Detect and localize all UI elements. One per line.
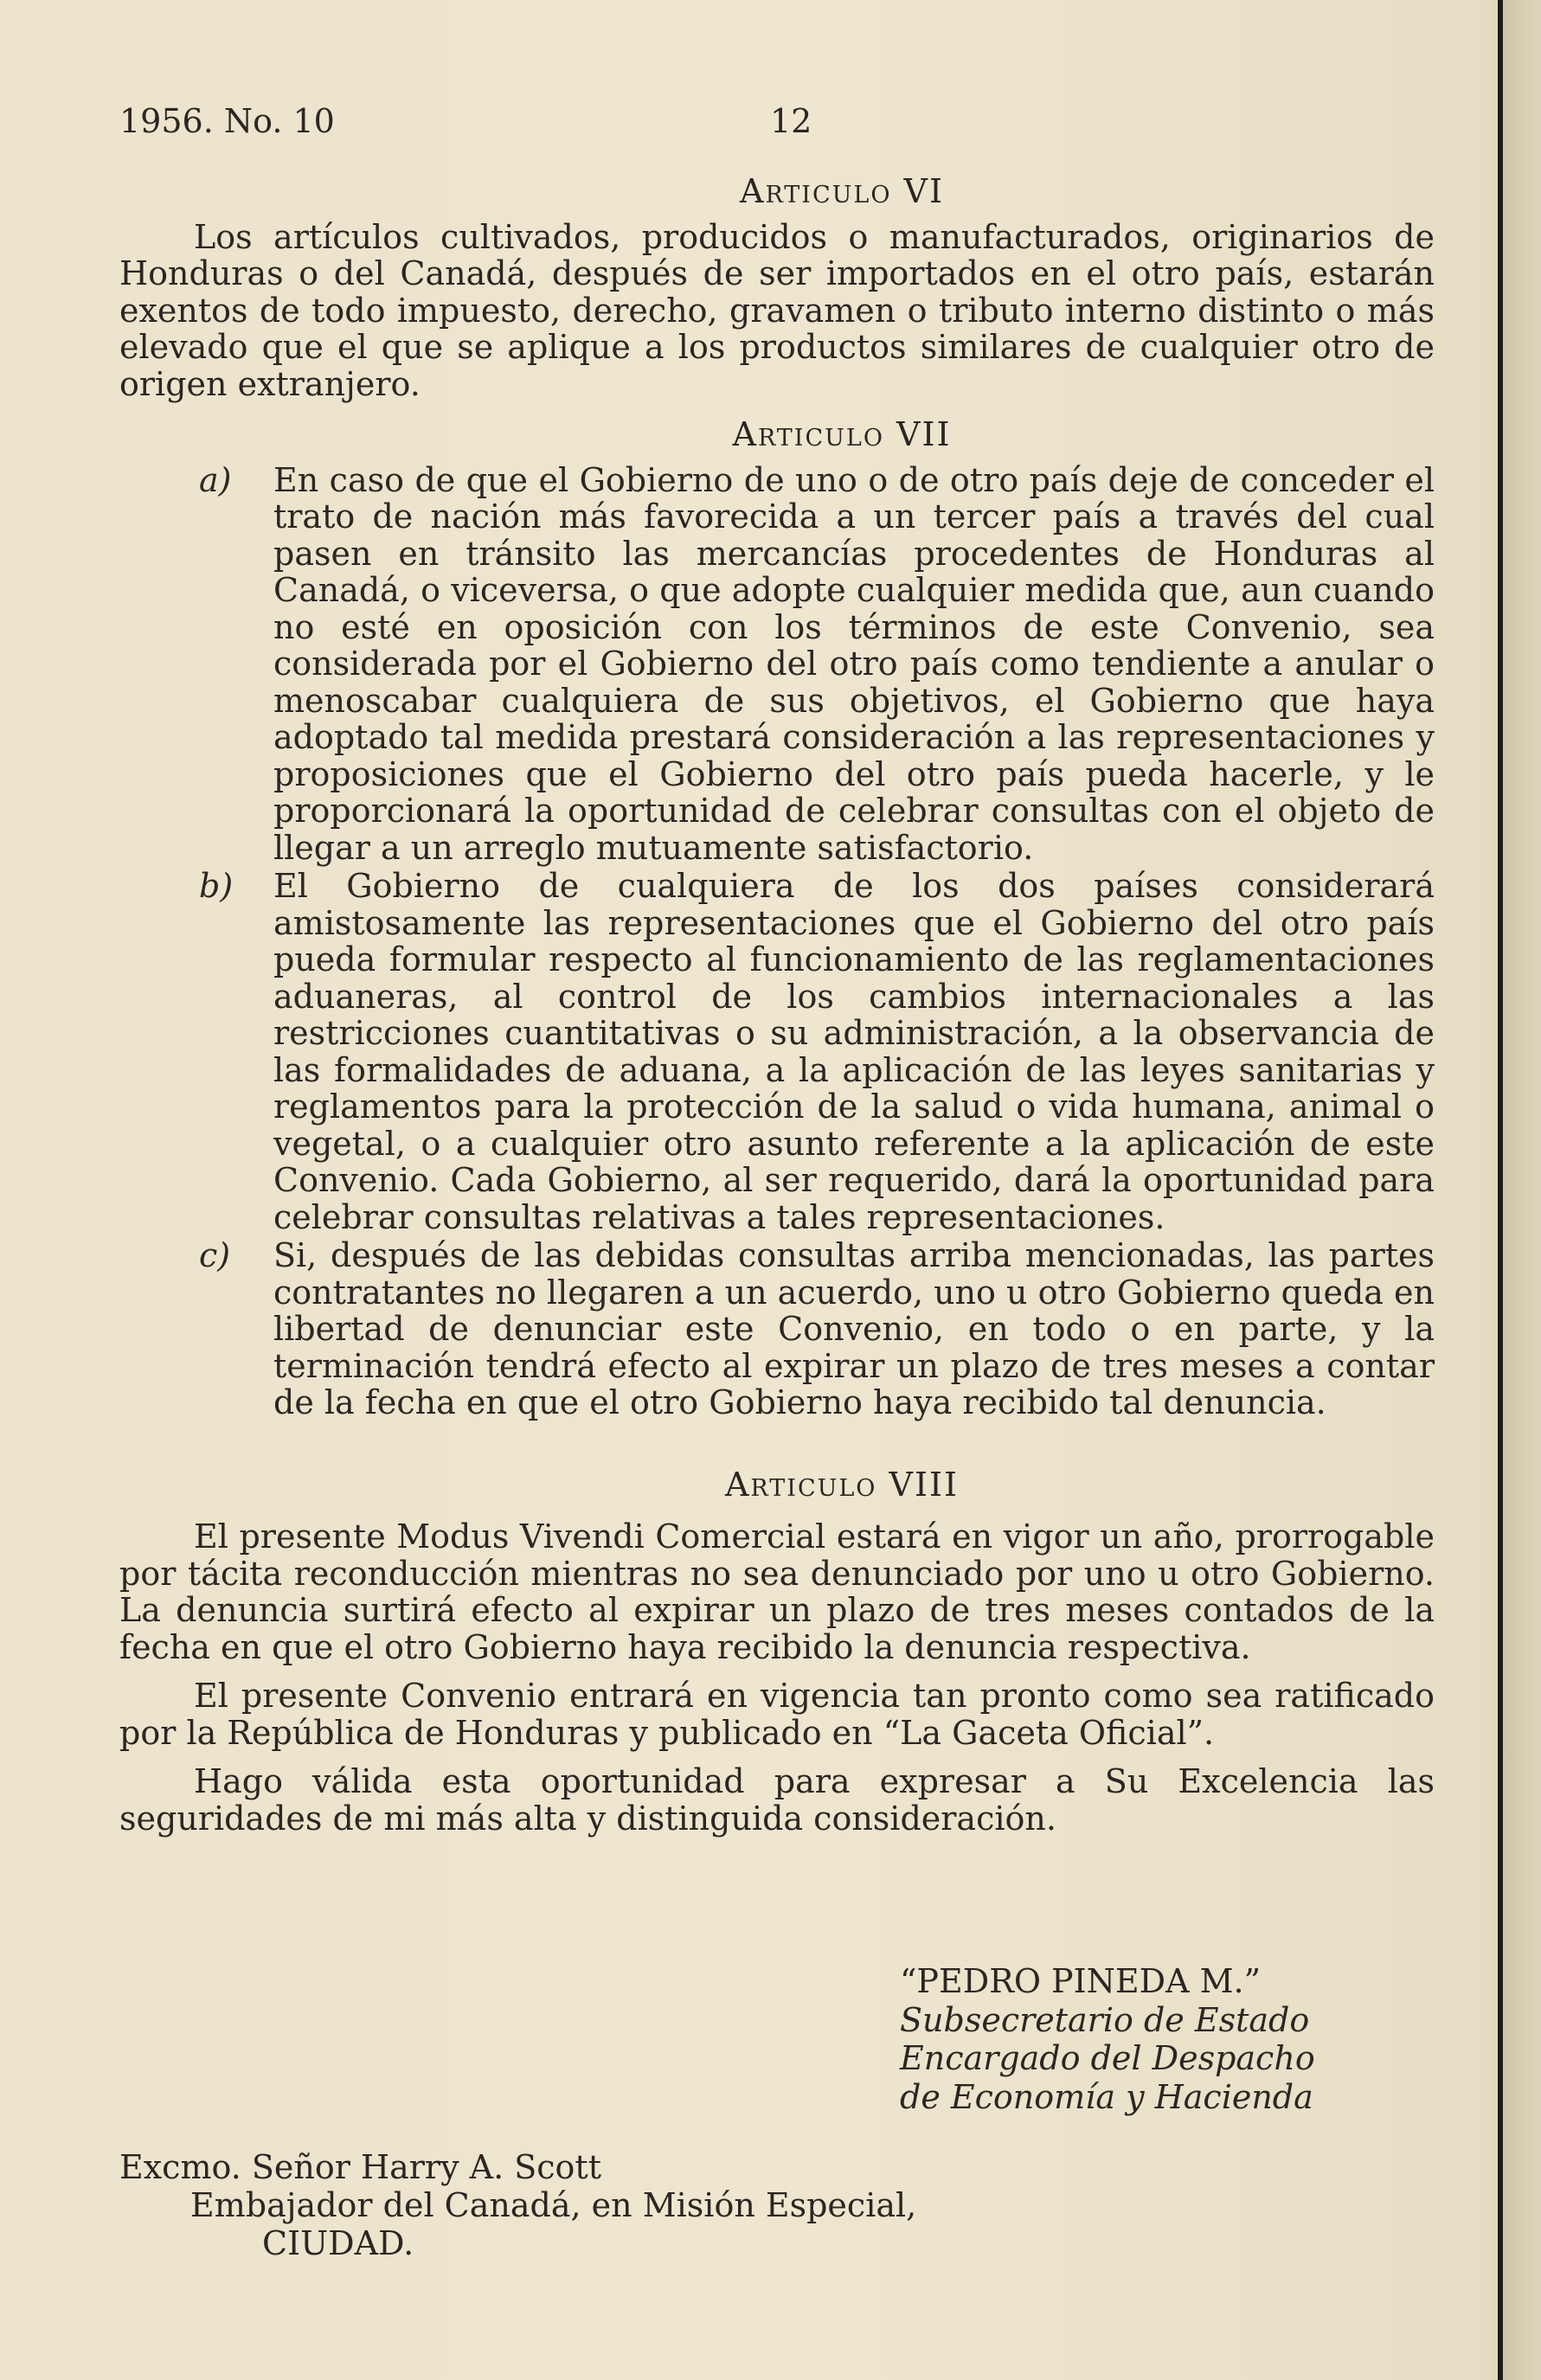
item-marker: c): [199, 1236, 231, 1274]
document-body: [119, 173, 1435, 1837]
signatory-title-3: de Economía y Hacienda: [900, 2077, 1313, 2116]
addressee-line-2: Embajador del Canadá, en Misión Especial,: [190, 2186, 917, 2224]
signatory-name: “PEDRO PINEDA M.”: [900, 1962, 1262, 2000]
issue-label: 1956. No. 10: [119, 102, 335, 140]
item-marker: a): [199, 460, 232, 499]
article-8-paragraph-1: El presente Modus Vivendi Comercial estará en vigor un año, prorrogable por tácita reconducción mientras no sea denunciado por uno u otro Gobierno. La denuncia surtirá efecto al expirar un plazo de tres meses contados de la fecha en que el otro Gobierno haya recibido la denuncia respectiva.: [119, 1517, 1435, 1666]
signatory-title-1: Subsecretario de Estado: [900, 2000, 1310, 2039]
article-6-heading: Articulo VI: [740, 172, 944, 210]
adjacent-page-strip: [1503, 0, 1541, 2380]
article-6-body: Los artículos cultivados, producidos o manufacturados, originarios de Honduras o del Canadá, después de ser importados en el otro país, estarán exentos de todo impuesto, derecho, gravamen o tributo interno distinto o más elevado que el que se aplique a los productos similares de cualquier otro de origen extranjero.: [119, 217, 1435, 403]
item-text: En caso de que el Gobierno de uno o de otro país deje de conceder el trato de nación más favorecida a un tercer país a través del cual pasen en tránsito las mercancías procedentes de Honduras al Canadá, o viceversa, o que adopte cualquier medida que, aun cuando no esté en oposición con los términos de este Convenio, sea considerada por el Gobierno del otro país como tendiente a anular o menoscabar cualquiera de sus objetivos, el Gobierno que haya adoptado tal medida prestará consideración a las representaciones y proposiciones que el Gobierno del otro país pueda hacerle, y le proporcionará la oportunidad de celebrar consultas con el objeto de llegar a un arreglo mutuamente satisfactorio.: [273, 460, 1435, 867]
item-text: Si, después de las debidas consultas arriba mencionadas, las partes contratantes no llegaren a un acuerdo, uno u otro Gobierno queda en libertad de denunciar este Convenio, en todo o en parte, y la terminación tendrá efecto al expirar un plazo de tres meses a contar de la fecha en que el otro Gobierno haya recibido tal denuncia.: [273, 1236, 1435, 1421]
signature-block: [900, 1962, 1315, 2116]
article-7-item-b: [119, 868, 1435, 1235]
article-7-heading: Articulo VII: [732, 415, 952, 453]
article-7-item-c: [119, 1237, 1435, 1421]
article-8-heading: Articulo VIII: [724, 1465, 959, 1504]
addressee-line-3: CIUDAD.: [262, 2224, 414, 2262]
item-marker: b): [199, 867, 234, 905]
page-number: 12: [770, 102, 812, 140]
article-8-paragraph-2: El presente Convenio entrará en vigencia tan pronto como sea ratificado por la República de Honduras y publicado en “La Gaceta Oficial”.: [119, 1677, 1435, 1752]
article-8-paragraph-3: Hago válida esta oportunidad para expresar a Su Excelencia las seguridades de mi más alta y distinguida consideración.: [119, 1762, 1435, 1838]
addressee-block: [119, 2148, 916, 2262]
addressee-line-1: Excmo. Señor Harry A. Scott: [119, 2148, 601, 2186]
signatory-title-2: Encargado del Despacho: [900, 2039, 1315, 2077]
item-text: El Gobierno de cualquiera de los dos países considerará amistosamente las representaciones que el Gobierno del otro país pueda formular respecto al funcionamiento de las reglamentaciones aduaneras, al control de los cambios internacionales a las restricciones cuantitativas o su administración, a la observancia de las formalidades de aduana, a la aplicación de las leyes sanitarias y reglamentos para la protección de la salud o vida humana, animal o vegetal, o a cualquier otro asunto referente a la aplicación de este Convenio. Cada Gobierno, al ser requerido, dará la oportunidad para celebrar consultas relativas a tales representaciones.: [273, 867, 1435, 1236]
article-7-item-a: [119, 462, 1435, 867]
